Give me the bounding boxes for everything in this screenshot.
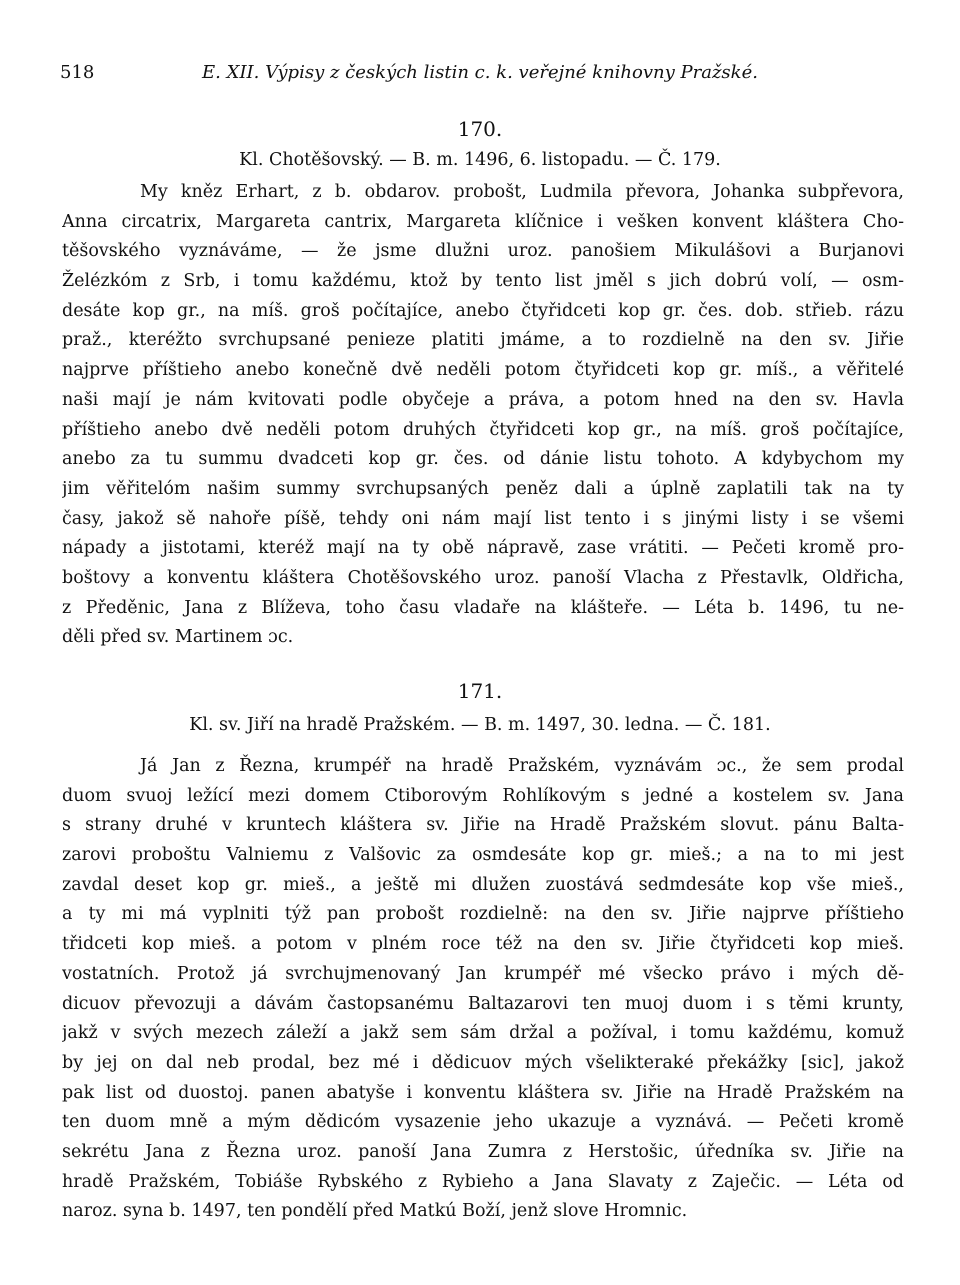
page-header [60, 62, 900, 92]
text-line: zavdal deset kop gr. mieš., a ještě mi dlužen zuostává sedmdesáte kop vše mieš., [62, 874, 904, 895]
text-line: vostatních. Protož já svrchujmenovaný Jan krumpéř mé všecko právo i mých dě- [62, 963, 904, 984]
entry-text [62, 752, 904, 1227]
text-line: s strany druhé v kruntech kláštera sv. Jiřie na Hradě Pražském slovut. pánu Balta- [62, 815, 904, 836]
text-line: Já Jan z Řezna, krumpéř na hradě Pražském, vyznávám ɔc., že sem prodal [140, 756, 904, 776]
text-line: anebo za tu summu dvadceti kop gr. čes. od dánie listu tohoto. A kdybychom my [62, 449, 904, 470]
text-line: desáte kop gr., na míš. groš počítajíce, anebo čtyřidceti kop gr. čes. dob. střieb. rázu [62, 300, 904, 321]
text-line: duom svuoj ležící mezi domem Ctiborovým Rohlíkovým s jedné a kostelem sv. Jana [62, 785, 904, 806]
text-line: ten duom mně a mým dědicóm vysazenie jeho ukazuje a vyznává. — Pečeti kromě [62, 1112, 904, 1133]
text-line: pak list od duostoj. panen abatyše i konventu kláštera sv. Jiřie na Hradě Pražském na [62, 1082, 904, 1103]
text-line: zarovi proboštu Valniemu z Valšovic za osmdesáte kop gr. mieš.; a na to mi jest [62, 845, 904, 866]
text-line: Anna circatrix, Margareta cantrix, Margareta klíčnice i vešken konvent kláštera Cho- [62, 211, 904, 232]
text-line: nápady a jistotami, kteréž mají na ty obě nápravě, zase vrátiti. — Pečeti kromě pro- [62, 538, 904, 559]
page-number: 518 [60, 62, 95, 83]
entry-number: 171. [457, 679, 503, 703]
text-line: časy, jakož sě nahoře píšě, tehdy oni nám mají list tento i s jinými listy i se všemi [62, 508, 904, 529]
text-line: jakž v svých mezech záleží a jakž sem sám držal a požíval, i tomu každému, komuž [62, 1023, 904, 1044]
text-line: hradě Pražském, Tobiáše Rybského z Rybieho a Jana Slavaty z Zaječic. — Léta od [62, 1171, 904, 1192]
entry-text [62, 178, 904, 653]
text-line: jim věřitelóm našim summy svrchupsaných peněz dali a úplně zaplatili tak na ty [62, 478, 904, 499]
text-line: My kněz Erhart, z b. obdarov. probošt, Ludmila převora, Johanka subpřevora, [140, 182, 904, 202]
text-line: děli před sv. Martinem ɔc. [62, 627, 294, 648]
text-line: naši mají je nám kvitovati podle obyčeje a práva, a potom hned na den sv. Havla [62, 389, 904, 410]
text-line: Želézkóm z Srb, i tomu každému, ktož by tento list jměl s jich dobrú volí, — osm- [62, 271, 904, 292]
text-line: praž., kteréžto svrchupsané penieze platiti jmáme, a to rozdielně na den sv. Jiřie [62, 330, 904, 351]
text-line: sekrétu Jana z Řezna uroz. panoší Jana Zumra z Herstošic, úředníka sv. Jiřie na [62, 1141, 904, 1162]
text-line: příštieho anebo dvě neděli potom druhých čtyřidceti kop gr., na míš. groš počítajíce, [62, 419, 904, 440]
text-line: třidceti kop mieš. a potom v plném roce též na den sv. Jiřie čtyřidceti kop mieš. [62, 934, 904, 955]
text-line: z Předěnic, Jana z Blíževa, toho času vladaře na klášteře. — Léta b. 1496, tu ne- [62, 597, 904, 618]
text-line: dicuov převozuji a dávám častopsanému Baltazarovi ten muoj duom i s těmi krunty, [62, 993, 904, 1014]
text-line: těšovského vyznáváme, — že jsme dlužni uroz. panošiem Mikulášovi a Burjanovi [62, 241, 904, 262]
entry-regest: Kl. Chotěšovský. — B. m. 1496, 6. listopadu. — Č. 179. [239, 150, 721, 170]
text-line: a ty mi má vyplniti týž pan probošt rozdielně: na den sv. Jiřie najprve příštieho [62, 904, 904, 925]
text-line: boštovy a konventu kláštera Chotěšovského uroz. panoší Vlacha z Přestavlk, Oldřicha, [62, 567, 904, 588]
entry-regest: Kl. sv. Jiří na hradě Pražském. — B. m. 1497, 30. ledna. — Č. 181. [189, 715, 771, 735]
text-line: naroz. syna b. 1497, ten pondělí před Matkú Boží, jenž slove Hromnic. [62, 1201, 688, 1222]
entry-number: 170. [457, 117, 503, 141]
running-title: E. XII. Výpisy z českých listin c. k. veřejné knihovny Pražské. [202, 62, 758, 83]
text-line: najprve příštieho anebo konečně dvě neděli potom čtyřidceti kop gr. míš., a věřitelé [62, 360, 904, 381]
text-line: by jej on dal neb prodal, bez mé i dědicuov mých všelikteraké překážky [sic], jakož [62, 1052, 904, 1073]
